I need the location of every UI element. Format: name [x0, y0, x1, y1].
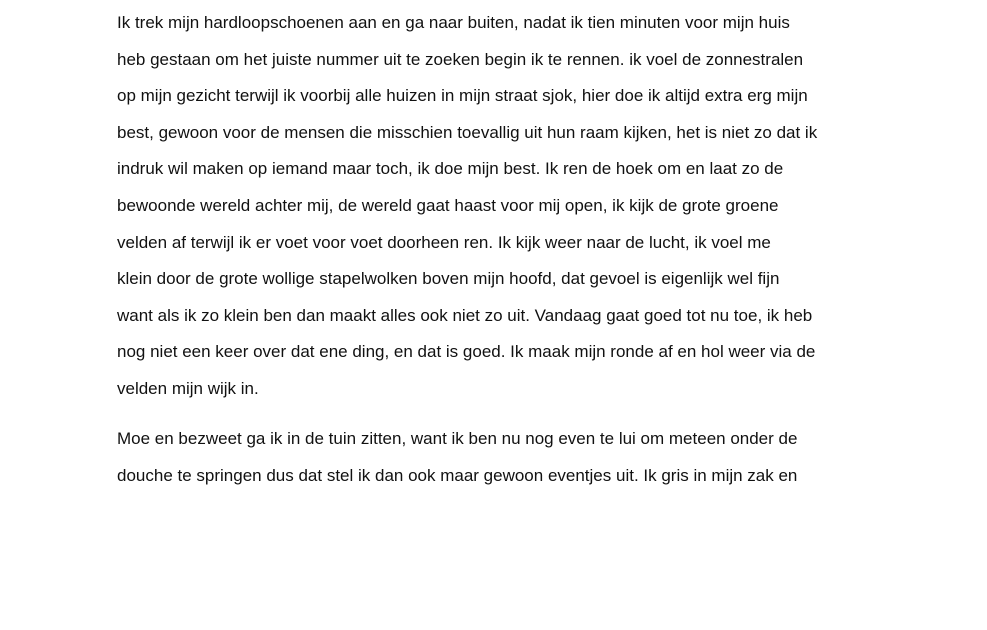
- text-line: Moe en bezweet ga ik in de tuin zitten, want ik ben nu nog even te lui om meteen onder de: [117, 429, 798, 448]
- text-line: want als ik zo klein ben dan maakt alles ook niet zo uit. Vandaag gaat goed tot nu toe, ik heb: [117, 305, 813, 325]
- text-line: nog niet een keer over dat ene ding, en dat is goed. Ik maak mijn ronde af en hol weer via de: [117, 342, 816, 362]
- text-line: bewoonde wereld achter mij, de wereld gaat haast voor mij open, ik kijk de grote groene: [117, 195, 779, 215]
- text-line: best, gewoon voor de mensen die misschien toevallig uit hun raam kijken, het is niet zo dat ik: [117, 122, 818, 142]
- text-line: douche te springen dus dat stel ik dan ook maar gewoon eventjes uit. Ik gris in mijn zak en: [117, 465, 798, 485]
- text-line: Ik trek mijn hardloopschoenen aan en ga naar buiten, nadat ik tien minuten voor mijn huis: [117, 13, 790, 32]
- text-line: velden af terwijl ik er voet voor voet doorheen ren. Ik kijk weer naar de lucht, ik voel me: [117, 232, 771, 252]
- text-line: heb gestaan om het juiste nummer uit te zoeken begin ik te rennen. ik voel de zonnestralen: [117, 49, 804, 69]
- text-line: velden mijn wijk in.: [117, 378, 259, 398]
- text-line: indruk wil maken op iemand maar toch, ik doe mijn best. Ik ren de hoek om en laat zo de: [117, 159, 784, 179]
- paragraph-1: [117, 5, 887, 408]
- text-line: op mijn gezicht terwijl ik voorbij alle huizen in mijn straat sjok, hier doe ik altijd extra erg mijn: [117, 86, 808, 106]
- paragraph-2: [117, 421, 887, 494]
- text-line: klein door de grote wollige stapelwolken boven mijn hoofd, dat gevoel is eigenlijk wel fijn: [117, 269, 780, 289]
